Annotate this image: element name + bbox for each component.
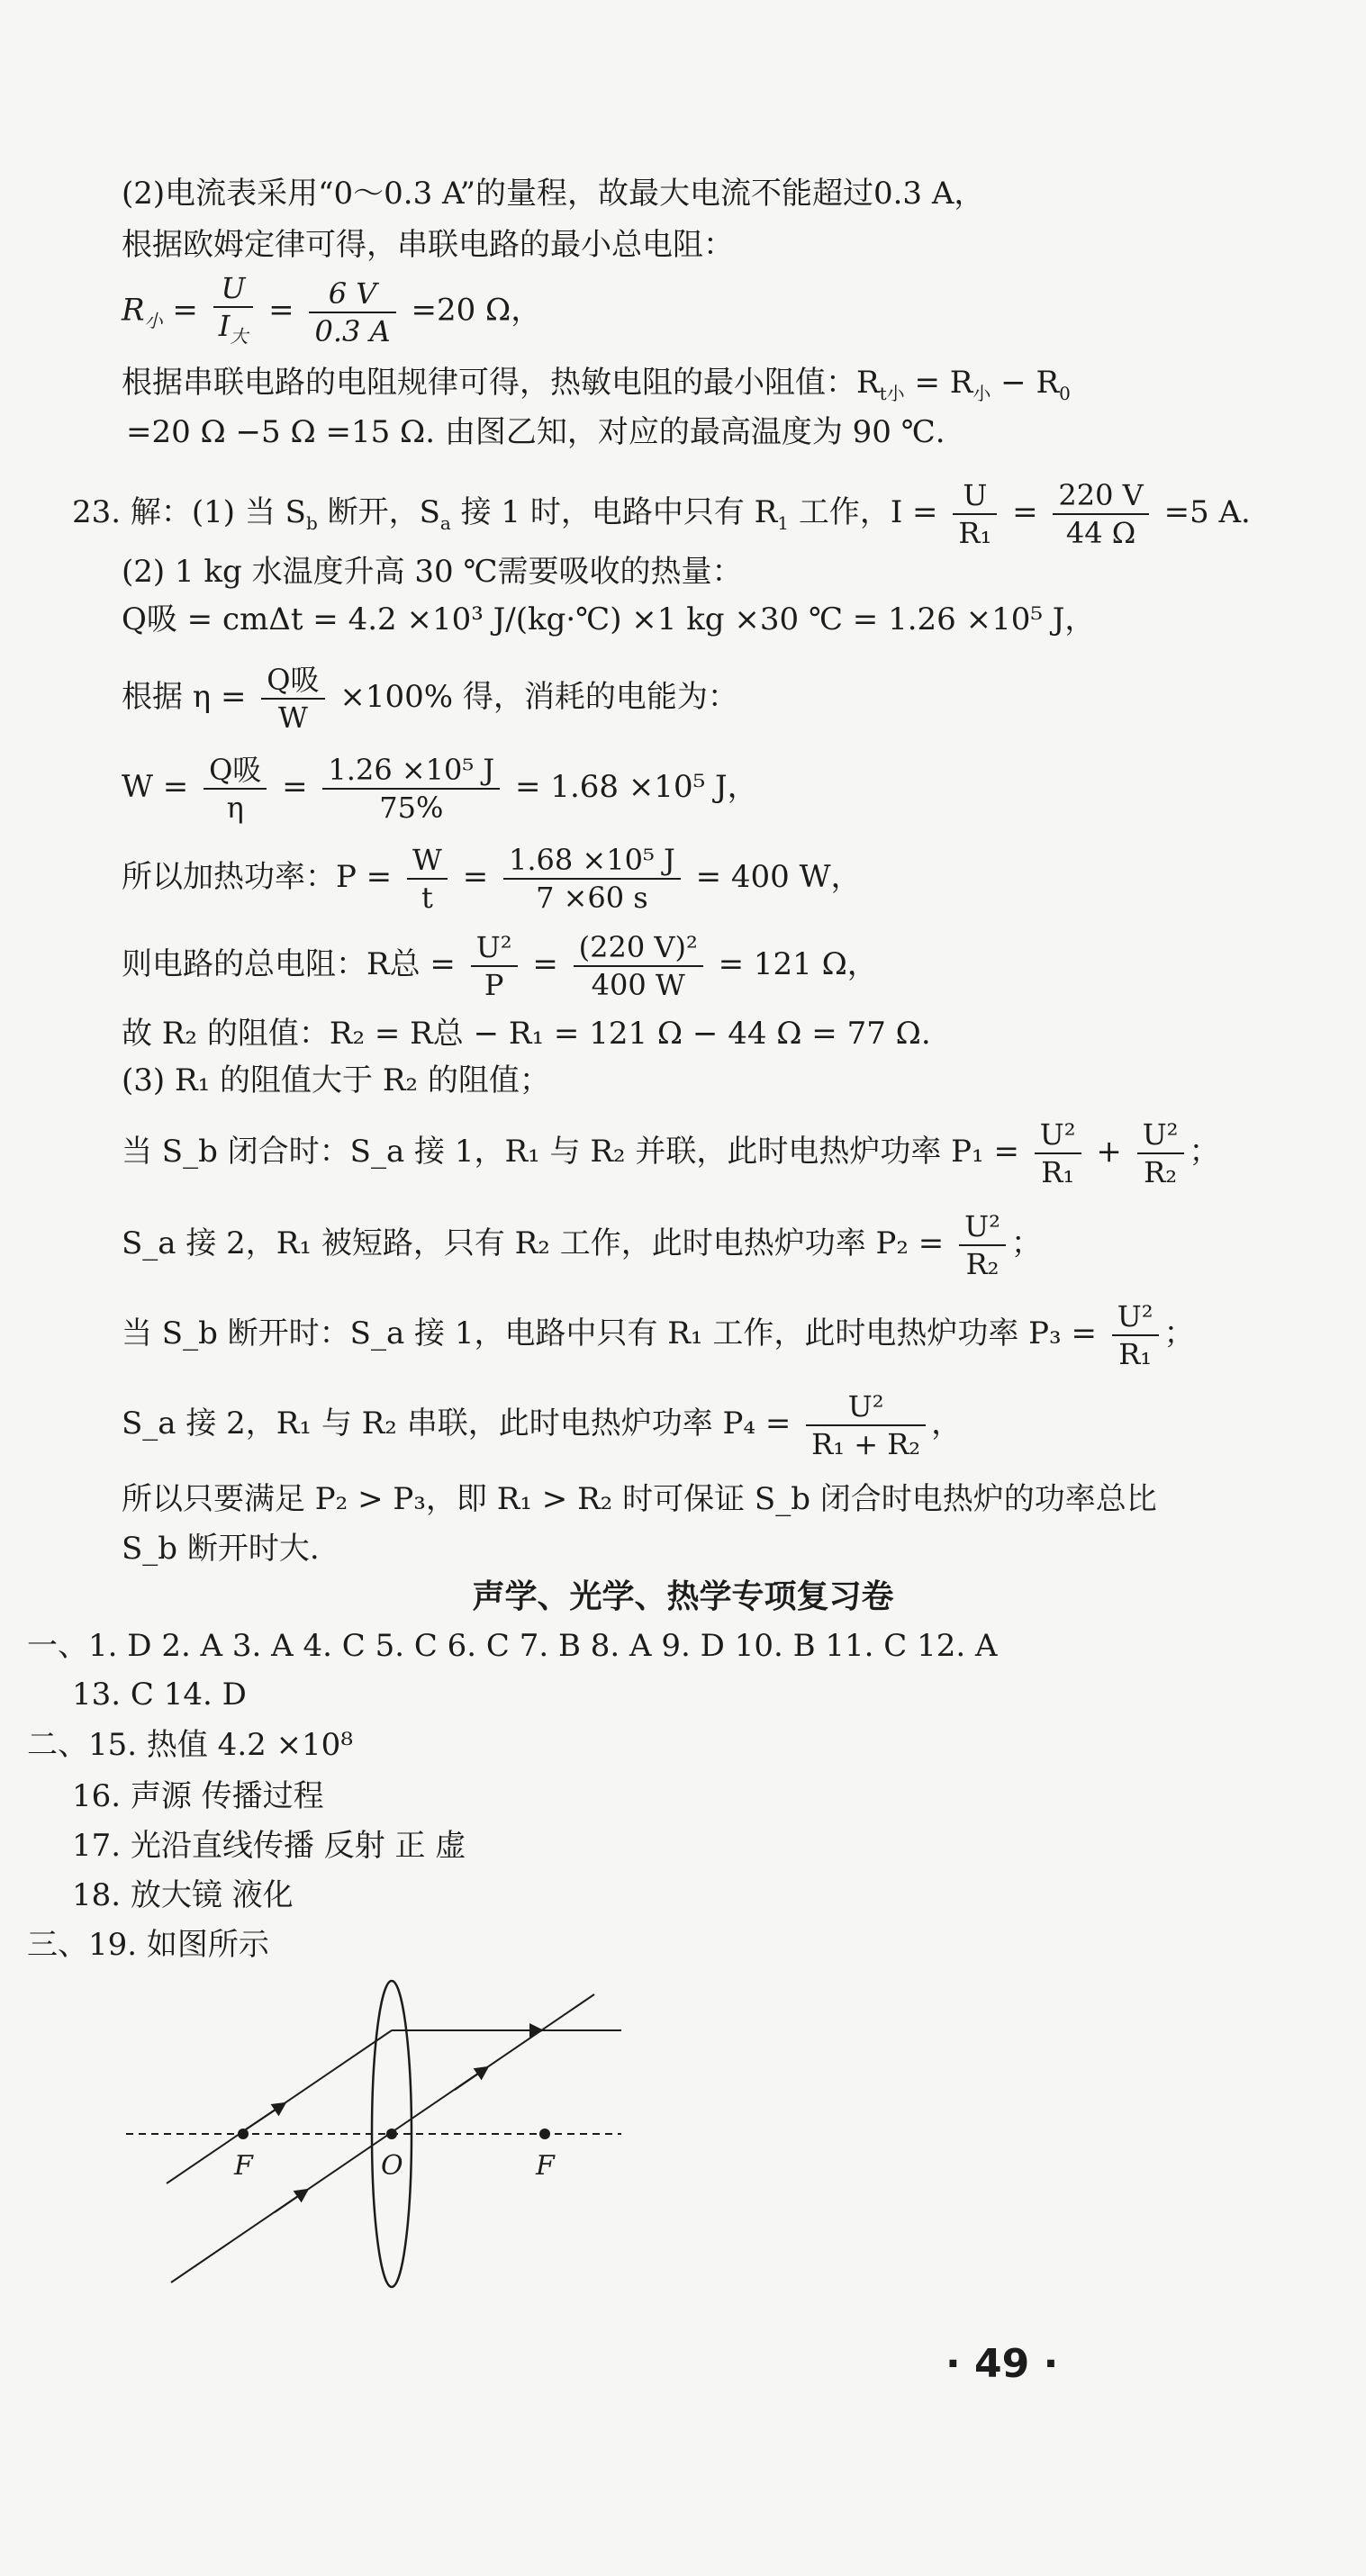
fraction: $\frac{\text{1.26 ×10⁵ J}}{75\%}$ — [322, 752, 500, 826]
q23-line7: 则电路的总电阻：R总 = $\frac{\text{U²}}{P}$ = $\frac{\text{(220 V)²}}{400 W}$ = 121 Ω， — [122, 930, 878, 1002]
fraction: $\frac{6 V}{0.3 A}$ — [309, 276, 395, 349]
q23-line11: S_a 接 2，R₁ 被短路，只有 R₂ 工作，此时电热炉功率 P₂ = $\frac{\text{U²}}{\text{R₂}}$ ； — [122, 1209, 1042, 1281]
fraction: $\frac{W}{t}$ — [407, 842, 448, 916]
fraction: $\frac{\text{U²}}{\text{R₁}}$ — [1035, 1116, 1081, 1190]
q23-line2: (2) 1 kg 水温度升高 30 ℃需要吸收的热量： — [122, 554, 743, 590]
q23-line6: 所以加热功率：P = $\frac{W}{t}$ = $\frac{\text{1.68 ×10⁵ J}}{7 \times 60 s}$ = 400 W， — [122, 843, 862, 915]
lens-ray-diagram — [117, 1972, 657, 2296]
review-sec1-line2: 13. C 14. D — [72, 1677, 247, 1713]
part2-line5: =20 Ω −5 Ω =15 Ω. 由图乙知，对应的最高温度为 90 ℃. — [126, 414, 945, 450]
q23-line12: 当 S_b 断开时：S_a 接 1，电路中只有 R₁ 工作，此时电热炉功率 P₃ = $\frac{\text{U²}}{\text{R₁}}$ ； — [122, 1299, 1195, 1371]
review-q16: 16. 声源 传播过程 — [72, 1778, 324, 1814]
label-o: O — [381, 2150, 403, 2182]
fraction: $\frac{U}{\text{R₁}}$ — [953, 477, 997, 551]
label-f-right: F — [536, 2150, 555, 2182]
fraction: $\frac{\text{U²}}{\text{R₂}}$ — [1137, 1116, 1184, 1190]
q23-line15: S_b 断开时大. — [122, 1531, 320, 1567]
q23-line4: 根据 η = $\frac{\text{Q吸}}{W}$ ×100% 得，消耗的电能为： — [122, 663, 738, 735]
page-number: · 49 · — [945, 2341, 1059, 2387]
part2-line1: (2)电流表采用“0～0.3 A”的量程，故最大电流不能超过0.3 A， — [122, 176, 985, 212]
fraction: $\frac{\text{Q吸}}{W}$ — [261, 662, 324, 736]
focus-point-right — [539, 2129, 550, 2139]
review-sec1-line1: 一、1. D 2. A 3. A 4. C 5. C 6. C 7. B 8. A 9. D 10. B 11. C 12. A — [27, 1628, 998, 1664]
focus-point-left — [238, 2129, 249, 2139]
q23-line10: 当 S_b 闭合时：S_a 接 1，R₁ 与 R₂ 并联，此时电热炉功率 P₁ = $\frac{\text{U²}}{\text{R₁}}$ + $\frac{\text{U²}}{\text{R₂}}$ ； — [122, 1117, 1220, 1189]
fraction: $\frac{\text{U²}}{\text{R₁ + R₂}}$ — [806, 1388, 926, 1462]
review-q19: 三、19. 如图所示 — [27, 1927, 269, 1963]
part2-equation-rmin: $R_小$ = $\frac{U}{I_大}$ = $\frac{6 V}{0.3 A}$ =20 Ω， — [122, 270, 541, 354]
label-f-left: F — [234, 2150, 253, 2182]
fraction: $\frac{\text{Q吸}}{\eta}$ — [204, 752, 267, 826]
q23-line13: S_a 接 2，R₁ 与 R₂ 串联，此时电热炉功率 P₄ = $\frac{\text{U²}}{\text{R₁ + R₂}}$ ， — [122, 1389, 963, 1461]
review-q17: 17. 光沿直线传播 反射 正 虚 — [72, 1828, 466, 1864]
part2-line2: 根据欧姆定律可得，串联电路的最小总电阻： — [122, 227, 734, 263]
q23-line9: (3) R₁ 的阻值大于 R₂ 的阻值； — [122, 1062, 550, 1098]
q23-line5: W = $\frac{\text{Q吸}}{\eta}$ = $\frac{\text{1.26 ×10⁵ J}}{75\%}$ = 1.68 ×10⁵ J， — [122, 753, 758, 825]
review-q18: 18. 放大镜 液化 — [72, 1877, 294, 1913]
fraction: $\frac{\text{U²}}{P}$ — [471, 929, 518, 1003]
ray-center-arrow-2 — [455, 2068, 486, 2090]
q23-line14: 所以只要满足 P₂ > P₃，即 R₁ > R₂ 时可保证 S_b 闭合时电热炉的功率总比 — [122, 1481, 1157, 1517]
fraction: $\frac{\text{U²}}{\text{R₂}}$ — [959, 1208, 1006, 1282]
fraction: $\frac{220 V}{44 \Omega}$ — [1053, 477, 1148, 551]
fraction: $\frac{\text{1.68 ×10⁵ J}}{7 \times 60 s}$ — [503, 842, 681, 916]
q23-line1: 23. 解：(1) 当 $S_b$ 断开，$S_a$ 接 1 时，电路中只有 $R_1$ 工作，I = $\frac{U}{\text{R₁}}$ = $\frac{220 V}{44 \Omega}$ =5 A. — [72, 478, 1251, 550]
ray-center-arrow-1 — [275, 2191, 306, 2212]
part2-line4: 根据串联电路的电阻规律可得，热敏电阻的最小阻值：$R_{t小} = R_小 - R_0$ — [122, 365, 1071, 404]
fraction: $\frac{\text{U²}}{\text{R₁}}$ — [1112, 1298, 1159, 1372]
ray-through-focus-arrow — [243, 2104, 284, 2131]
fraction: $\frac{U}{I_大}$ — [213, 270, 254, 354]
optical-center — [386, 2129, 397, 2139]
q23-line8: 故 R₂ 的阻值：R₂ = R总 − R₁ = 121 Ω − 44 Ω = 77 Ω. — [122, 1016, 931, 1052]
fraction: $\frac{\text{(220 V)²}}{400 W}$ — [574, 929, 703, 1003]
review-q15: 二、15. 热值 4.2 ×10⁸ — [27, 1727, 353, 1763]
section-heading: 声学、光学、热学专项复习卷 — [472, 1578, 894, 1615]
q23-line3: Q吸 = cmΔt = 4.2 ×10³ J/(kg·℃) ×1 kg ×30 ℃ = 1.26 ×10⁵ J， — [122, 601, 1096, 637]
